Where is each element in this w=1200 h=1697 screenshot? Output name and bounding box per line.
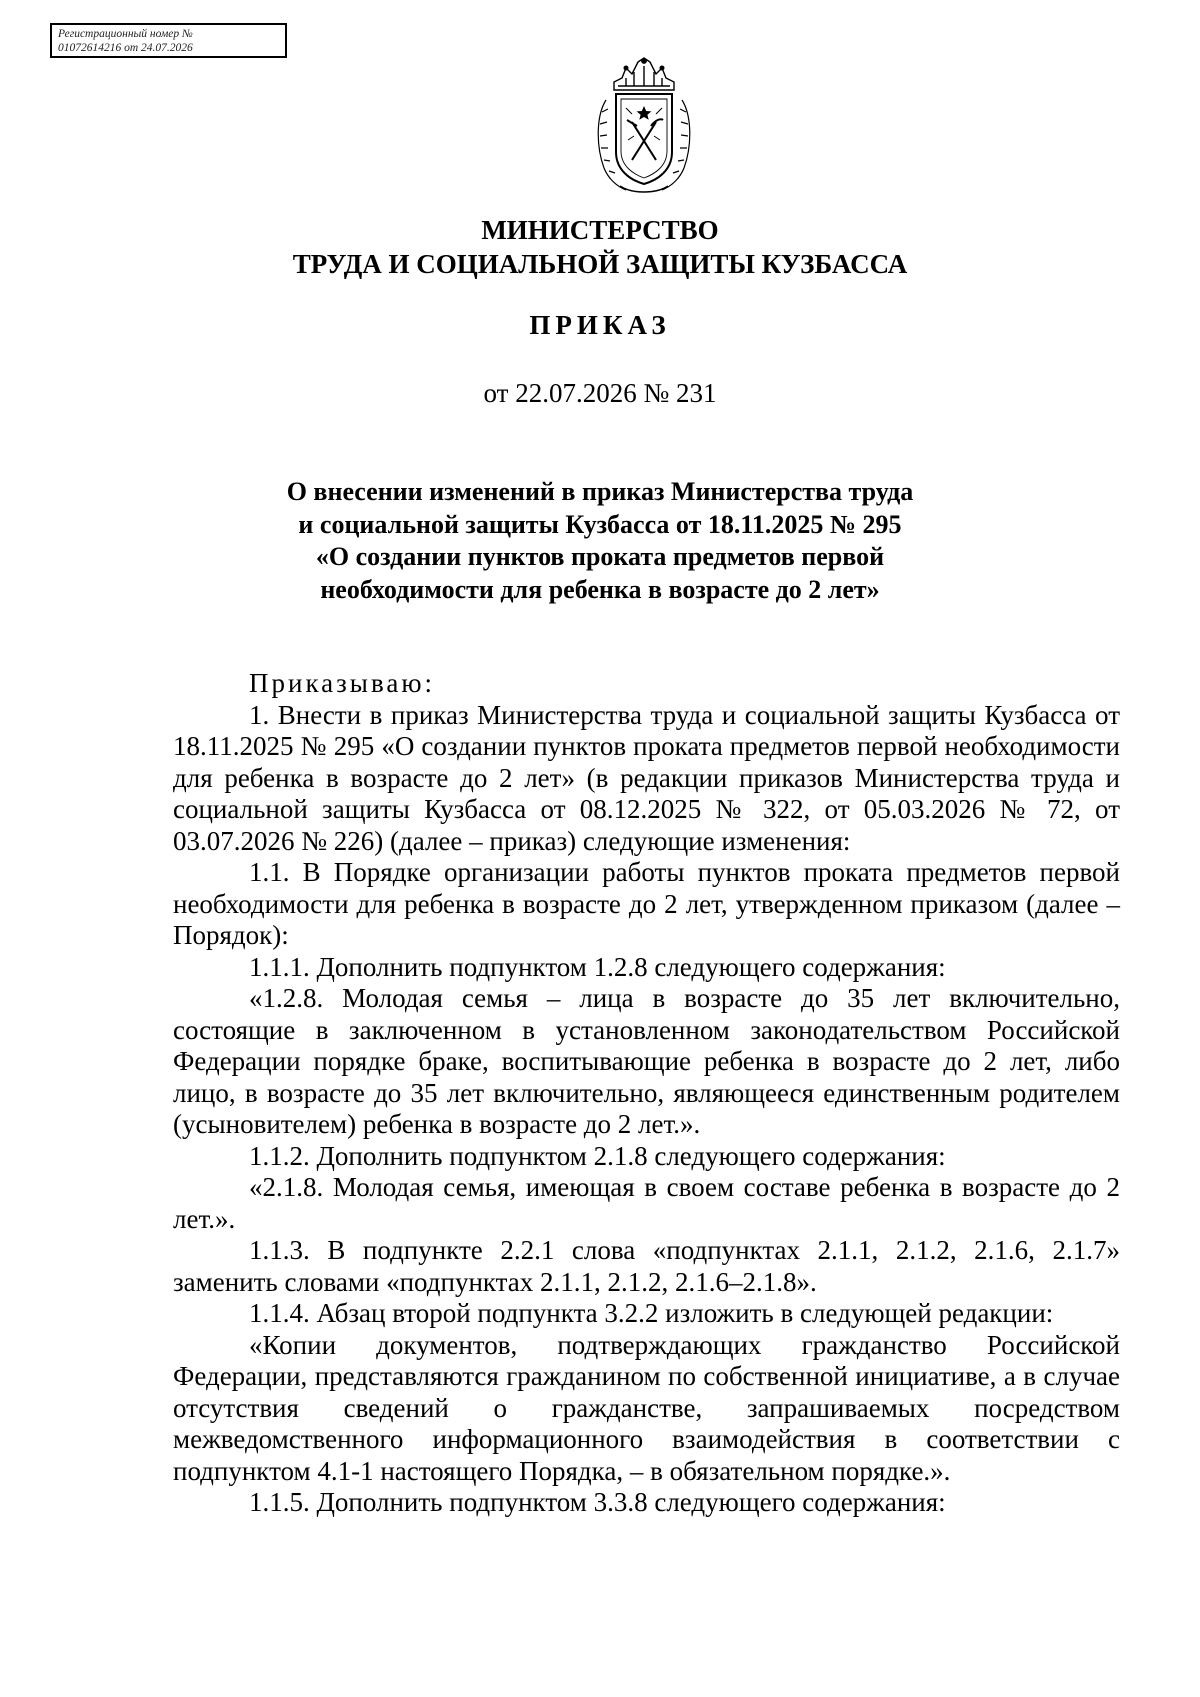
subject-line-1: О внесении изменений в приказ Министерства труда [286,477,914,506]
paragraph-1-1-5: 1.1.5. Дополнить подпунктом 3.3.8 следующего содержания: [249,1487,946,1517]
order-date-number: от 22.07.2026 № 231 [483,378,717,408]
registration-stamp [50,23,287,58]
ministry-title [0,213,1200,281]
kuzbass-coat-of-arms-icon [592,56,696,196]
paragraph-1: 1. Внести в приказ Министерства труда и социальной защиты Кузбасса от 18.11.2025 № 295 «О создании пунктов проката предметов первой необходимости для ребенка в возрасте до 2 лет» (в редакции приказов Министерства труда и социальной защиты Кузбасса от 08.12.2025 № 322, от 05.03.2026 № 72, от 03.07.2026 № 226) (далее – приказ) следующие изменения: [173,699,1120,856]
document-type: ПРИКАЗ [529,310,671,340]
paragraph-1-1-3: 1.1.3. В подпункте 2.2.1 слова «подпунктах 2.1.1, 2.1.2, 2.1.6, 2.1.7» заменить словами «подпунктах 2.1.1, 2.1.2, 2.1.6–2.1.8». [173,1235,1120,1297]
paragraph-1-1-2: 1.1.2. Дополнить подпунктом 2.1.8 следующего содержания: [249,1140,946,1171]
paragraph-1-1-1: 1.1.1. Дополнить подпунктом 1.2.8 следующего содержания: [249,951,946,982]
paragraph-1-1-4: 1.1.4. Абзац второй подпункта 3.2.2 изложить в следующей редакции: [249,1298,1054,1328]
order-subject [0,476,1200,606]
registration-label: Регистрационный номер № [58,28,193,40]
subject-line-3: «О создании пунктов проката предметов первой [315,542,885,571]
registration-number: 01072614216 от 24.07.2026 [58,42,193,54]
quote-1-2-8: «1.2.8. Молодая семья – лица в возрасте до 35 лет включительно, состоящие в заключенном в установленном законодательством Российской Федерации порядке браке, воспитывающие ребенка в возрасте до 2 лет, либо лицо, в возрасте до 35 лет включительно, являющееся единственным родителем (усыновителем) ребенка в возрасте до 2 лет.». [173,983,1120,1139]
subject-line-4: необходимости для ребенка в возрасте до 2 лет» [320,574,880,604]
order-body [173,668,1120,1519]
paragraph-1-1: 1.1. В Порядке организации работы пунктов проката предметов первой необходимости для ребенка в возрасте до 2 лет, утвержденном приказом (далее – Порядок): [173,857,1120,950]
ministry-line-1: МИНИСТЕРСТВО [481,215,719,245]
ministry-line-2: ТРУДА И СОЦИАЛЬНОЙ ЗАЩИТЫ КУЗБАССА [292,249,908,279]
subject-line-2: и социальной защиты Кузбасса от 18.11.2025 № 295 [298,509,902,539]
order-intro: Приказываю: [249,668,435,698]
quote-3-2-2: «Копии документов, подтверждающих гражданство Российской Федерации, представляются гражданином по собственной инициативе, а в случае отсутствия сведений о гражданстве, запрашиваемых посредством межведомственного информационного взаимодействия в соответствии с подпунктом 4.1-1 настоящего Порядка, – в обязательном порядке.». [173,1329,1120,1486]
quote-2-1-8: «2.1.8. Молодая семья, имеющая в своем составе ребенка в возрасте до 2 лет.». [173,1172,1120,1234]
